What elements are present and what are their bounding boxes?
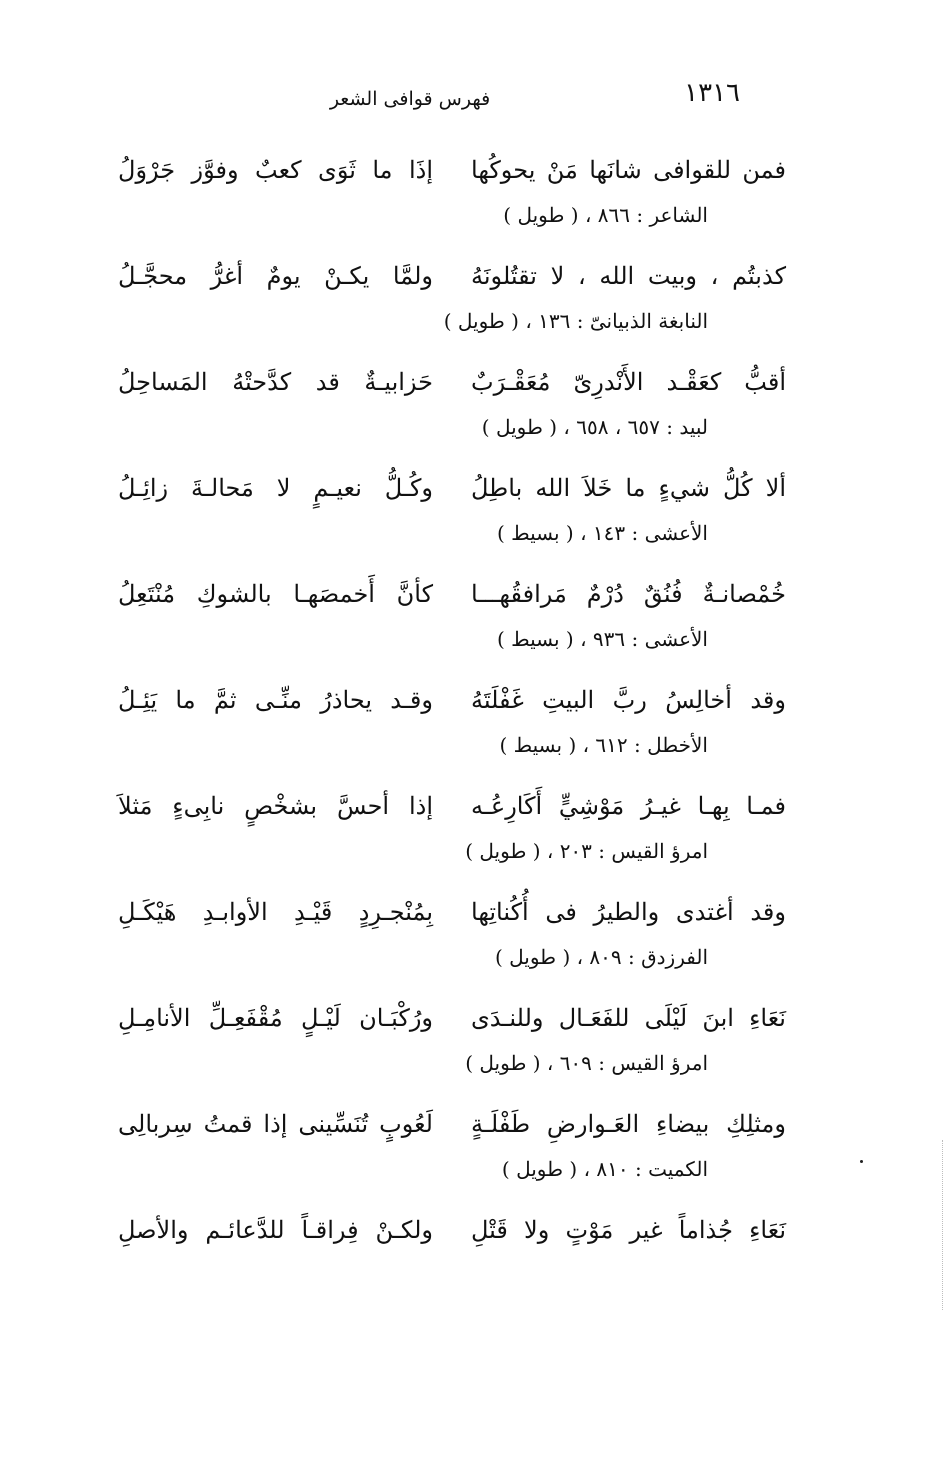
poet-attribution: النابغة الذبيانىّ : ١٣٦ ، ( طويل ) (443, 309, 708, 333)
verse-second-hemistich: ولكـنْ فِراقـاً للدَّعائـم والأصلِ (118, 1216, 433, 1244)
verse-second-hemistich: ورُكْبَـان لَيْـلٍ مُقْفَعِـلِّ الأنامِـلِ (118, 1004, 433, 1032)
verse-second-hemistich: حَزابيـةٌ قد كدَّحتْهُ المَساحِلُ (118, 368, 433, 396)
verse-line (118, 1202, 786, 1258)
verse-first-hemistich: ومثلِكِ بيضاءِ العَـوارضِ طَفْلَـةٍ (471, 1110, 786, 1138)
verse-entry (118, 1202, 786, 1308)
verse-entry (118, 566, 786, 672)
poet-attribution: الشاعر : ٨٦٦ ، ( طويل ) (503, 203, 708, 227)
verse-entry (118, 142, 786, 248)
running-title: فهرس قوافى الشعر (329, 88, 491, 110)
verse-entry (118, 248, 786, 354)
verse-first-hemistich: وقد أغتدى والطيرُ فى أُكُناتِها (471, 898, 786, 926)
page-number: ١٣١٦ (684, 78, 740, 108)
verse-first-hemistich: نَعَاءِ جُذاماً غير مَوْتٍ ولا قَتْلِ (471, 1216, 786, 1244)
poet-attribution: لبيد : ٦٥٧ ، ٦٥٨ ، ( طويل ) (481, 415, 708, 439)
verse-entry (118, 778, 786, 884)
verse-line (118, 566, 786, 622)
poet-attribution: الأعشى : ١٤٣ ، ( بسيط ) (496, 521, 708, 545)
verse-line (118, 1096, 786, 1152)
margin-dot (860, 1160, 863, 1163)
verse-first-hemistich: خُمْصانـةٌ فُنُقٌ دُرْمٌ مَرافقُهـــا (471, 580, 786, 608)
verse-second-hemistich: إذا أحسَّ بشخْصٍ نابِىءٍ مَثلاَ (118, 792, 433, 820)
verse-second-hemistich: بِمُنْجـرِدٍ قَيْـدِ الأوابـدِ هَيْكَـلِ (118, 898, 433, 926)
verse-entry (118, 354, 786, 460)
verse-line (118, 990, 786, 1046)
verse-entry (118, 460, 786, 566)
verse-line (118, 354, 786, 410)
verse-entry (118, 990, 786, 1096)
verse-entry (118, 672, 786, 778)
verse-first-hemistich: أقبُّ كعَقْـد الأَنْدرِىّ مُعَقْـرَبٌ (471, 368, 786, 396)
verse-entry (118, 884, 786, 990)
verse-line (118, 672, 786, 728)
verse-second-hemistich: كأنَّ أَخمصَهـا بالشوكِ مُنْتَعِلُ (118, 580, 433, 608)
page-header (120, 78, 740, 118)
verse-first-hemistich: وقد أخالِسُ ربَّ البيتِ غَفْلَتَهُ (471, 686, 786, 714)
verse-first-hemistich: فمـا بِهـا غيـرُ مَوْشِيٍّ أَكَارِعُـه (471, 792, 786, 820)
poet-attribution: امرؤ القيس : ٢٠٣ ، ( طويل ) (465, 839, 708, 863)
poet-attribution: الأخطل : ٦١٢ ، ( بسيط ) (499, 733, 708, 757)
verse-first-hemistich: كذبتُم ، وبيت الله ، لا تقتُلونَهُ (471, 262, 786, 290)
poet-attribution: الفرزدق : ٨٠٩ ، ( طويل ) (494, 945, 708, 969)
verse-first-hemistich: ألا كُلُّ شيءٍ ما خَلاَ الله باطِلُ (471, 474, 786, 502)
poet-attribution: الأعشى : ٩٣٦ ، ( بسيط ) (496, 627, 708, 651)
poet-attribution: الكميت : ٨١٠ ، ( طويل ) (501, 1157, 708, 1181)
verse-second-hemistich: وقـد يحاذرُ منِّـى ثمَّ ما يَئِـلُ (118, 686, 433, 714)
scan-edge-mark (942, 1140, 945, 1310)
verse-entry (118, 1096, 786, 1202)
verse-line (118, 248, 786, 304)
verse-second-hemistich: إذَا ما ثَوَى كعبٌ وفوَّز جَرْوَلُ (118, 156, 433, 184)
verse-second-hemistich: ولمَّا يكـنْ يومٌ أغرُّ محجَّـلُ (118, 262, 433, 290)
verse-index-list (118, 142, 786, 1308)
verse-line (118, 778, 786, 834)
poet-attribution: امرؤ القيس : ٦٠٩ ، ( طويل ) (465, 1051, 708, 1075)
verse-second-hemistich: لَعُوبٍ تُنَسِّينى إذا قمتُ سِربالِى (118, 1110, 433, 1138)
verse-first-hemistich: نَعَاءِ ابنَ لَيْلَى للفَعَـال وللنـدَى (471, 1004, 786, 1032)
verse-line (118, 460, 786, 516)
verse-line (118, 142, 786, 198)
verse-second-hemistich: وكُـلُّ نعيـمٍ لا مَحالـةَ زائِـلُ (118, 474, 433, 502)
verse-first-hemistich: فمن للقوافى شانَها مَنْ يحوكُها (471, 156, 786, 184)
verse-line (118, 884, 786, 940)
